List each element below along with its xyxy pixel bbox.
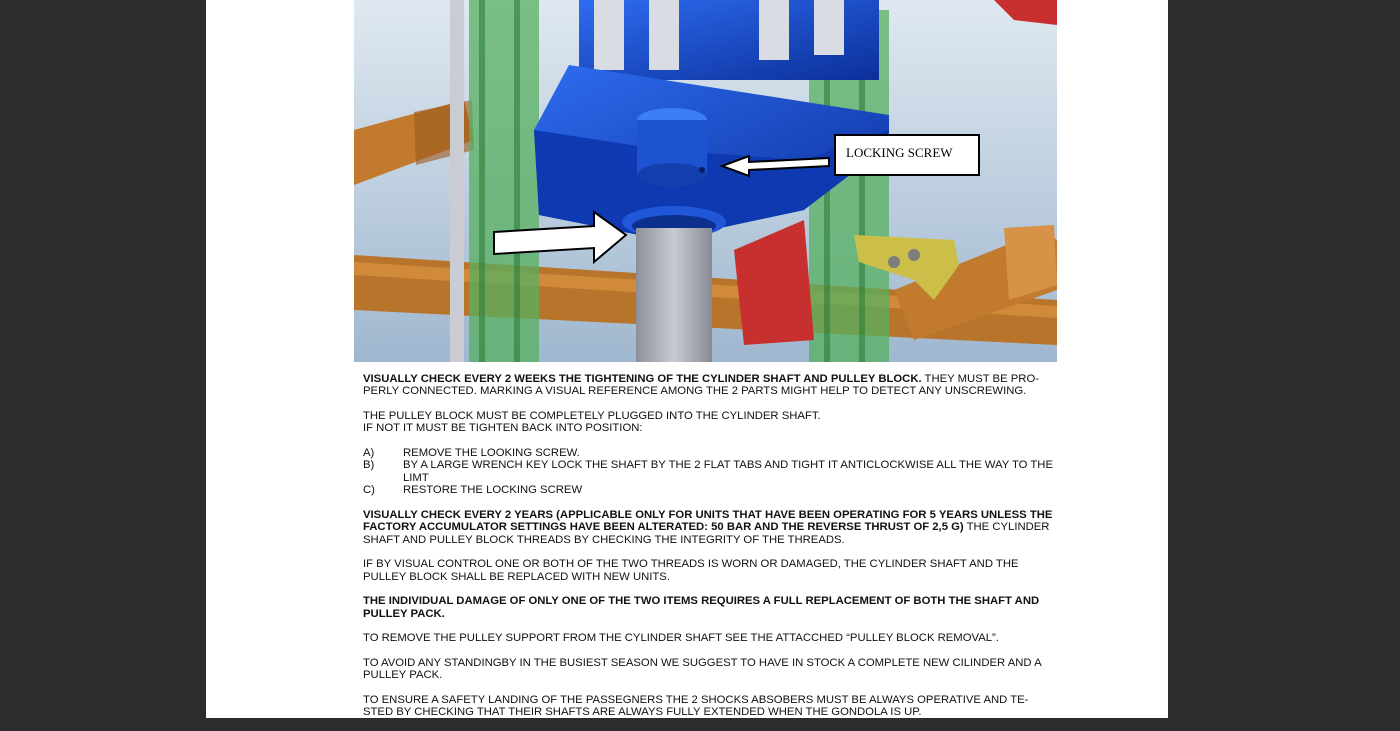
paragraph-text: TO REMOVE THE PULLEY SUPPORT FROM THE CYLINDER SHAFT SEE THE ATTACCHED “PULLEY BLOCK REMOVAL”. — [363, 632, 999, 645]
paragraph — [363, 558, 1053, 583]
paragraph — [363, 595, 1053, 620]
document-page — [206, 0, 1168, 718]
list-item — [363, 484, 1053, 496]
paragraph-text: THE CYLINDER SHAFT AND PULLEY BLOCK THREADS BY CHECKING THE INTEGRITY OF THE THREADS. — [363, 521, 1050, 546]
cad-render — [354, 0, 1057, 362]
paragraph-bold: VISUALLY CHECK EVERY 2 WEEKS THE TIGHTENING OF THE CYLINDER SHAFT AND PULLEY BLOCK. — [363, 373, 922, 385]
paragraph-text: IF BY VISUAL CONTROL ONE OR BOTH OF THE TWO THREADS IS WORN OR DAMAGED, THE CYLINDER SHAFT AND THE PULLEY BLOCK SHALL BE REPLACED WITH NEW UNITS. — [363, 558, 1019, 583]
paragraph — [363, 373, 1053, 398]
list-item — [363, 447, 1053, 459]
step-key: C) — [363, 484, 375, 497]
paragraph — [363, 694, 1053, 719]
paragraph — [363, 657, 1053, 682]
paragraph-text: THEY MUST BE PRO-PERLY CONNECTED. MARKING A VISUAL REFERENCE AMONG THE 2 PARTS MIGHT HELP TO DETECT ANY UNSCREWING. — [363, 373, 1040, 398]
paragraph-bold: THE INDIVIDUAL DAMAGE OF ONLY ONE OF THE TWO ITEMS REQUIRES A FULL REPLACEMENT OF BOTH THE SHAFT AND PULLEY PACK. — [363, 595, 1040, 620]
paragraph — [363, 509, 1053, 546]
technical-illustration — [354, 0, 1057, 362]
step-text: BY A LARGE WRENCH KEY LOCK THE SHAFT BY THE 2 FLAT TABS AND TIGHT IT ANTICLOCKWISE ALL THE WAY TO THE LIMT — [403, 459, 1053, 484]
paragraph — [363, 632, 1053, 644]
document-body — [363, 373, 1053, 731]
paragraph — [363, 410, 1053, 435]
step-text: RESTORE THE LOCKING SCREW — [403, 484, 583, 497]
callout-locking-screw: LOCKING SCREW — [834, 134, 980, 176]
step-text: REMOVE THE LOOKING SCREW. — [403, 447, 580, 459]
step-key: A) — [363, 447, 375, 459]
paragraph-bold: VISUALLY CHECK EVERY 2 YEARS (APPLICABLE ONLY FOR UNITS THAT HAVE BEEN OPERATING FOR 5 YEARS UNLESS THE FACTORY ACCUMULATOR SETTINGS HAVE BEEN ALTERATED: 50 BAR AND THE REVERSE THRUST OF 2,5 G) — [363, 508, 1053, 534]
paragraph-text: THE PULLEY BLOCK MUST BE COMPLETELY PLUGGED INTO THE CYLINDER SHAFT. — [363, 410, 821, 422]
list-item — [363, 459, 1053, 484]
paragraph-text: TO AVOID ANY STANDINGBY IN THE BUSIEST SEASON WE SUGGEST TO HAVE IN STOCK A COMPLETE NEW CILINDER AND A PULLEY PACK. — [363, 656, 1041, 682]
step-key: B) — [363, 459, 375, 472]
paragraph-text: TO ENSURE A SAFETY LANDING OF THE PASSEGNERS THE 2 SHOCKS ABSOBERS MUST BE ALWAYS OPERATIVE AND TE-STED BY CHECKING THAT THEIR SHAFTS ARE ALWAYS FULLY EXTENDED WHEN THE GONDOLA IS UP. — [363, 693, 1029, 719]
step-list — [363, 447, 1053, 497]
paragraph-text: IF NOT IT MUST BE TIGHTEN BACK INTO POSITION: — [363, 422, 643, 435]
